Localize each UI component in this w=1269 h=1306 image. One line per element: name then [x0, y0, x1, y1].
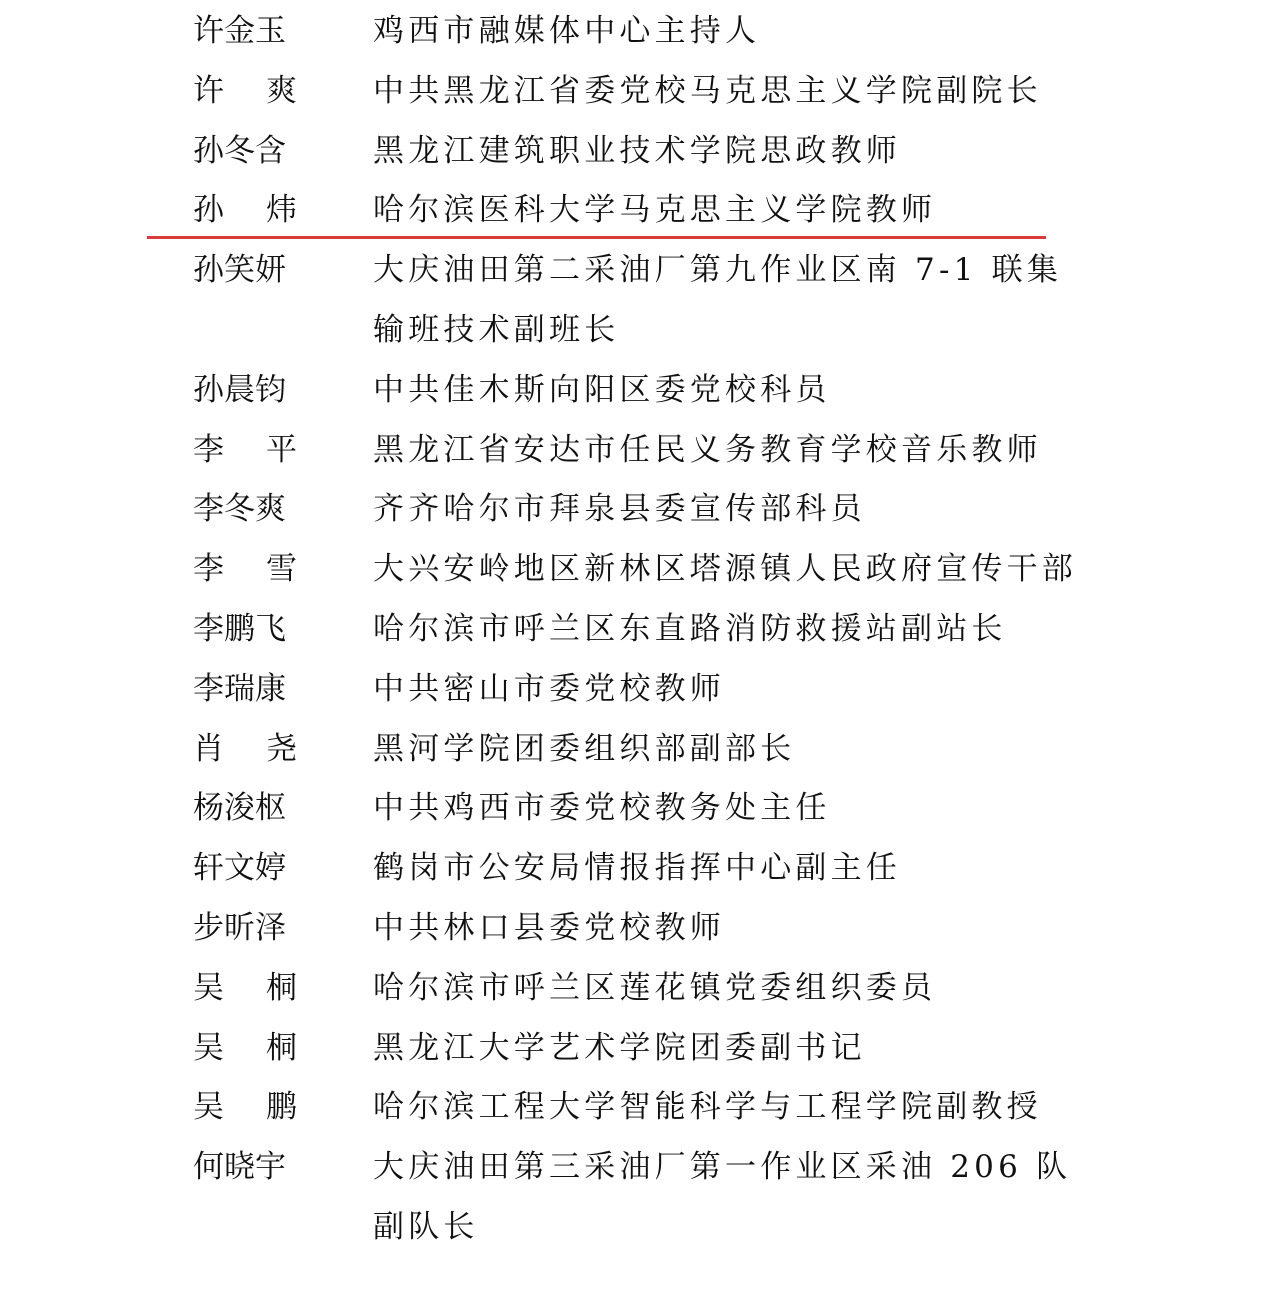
person-name	[193, 959, 297, 1019]
person-title: 鸡西市融媒体中心主持人	[373, 13, 761, 49]
name-char: 爽	[266, 72, 297, 109]
person-title: 大庆油田第三采油厂第一作业区采油 206 队副队长	[373, 1149, 1072, 1245]
person-name	[193, 540, 297, 600]
person-title: 哈尔滨市呼兰区莲花镇党委组织委员	[373, 969, 937, 1006]
list-item	[0, 839, 1269, 899]
person-name: 李鹏飞	[193, 610, 286, 647]
person-title: 黑龙江建筑职业技术学院思政教师	[373, 132, 901, 169]
list-item	[0, 361, 1269, 421]
list-item	[0, 540, 1269, 600]
red-divider-line	[147, 236, 1046, 239]
name-char: 吴	[193, 969, 224, 1006]
list-item	[0, 720, 1269, 780]
person-name	[193, 421, 297, 481]
name-char: 桐	[266, 969, 297, 1006]
person-name: 杨浚枢	[193, 790, 286, 827]
person-name	[193, 720, 297, 780]
list-item	[0, 122, 1269, 182]
name-char: 肖	[193, 730, 224, 767]
person-title: 大兴安岭地区新林区塔源镇人民政府宣传干部	[373, 551, 1077, 588]
list-item	[0, 1019, 1269, 1079]
person-name: 李瑞康	[193, 670, 286, 707]
list-item	[0, 899, 1269, 959]
person-title: 齐齐哈尔市拜泉县委宣传部科员	[373, 491, 866, 528]
list-item	[0, 600, 1269, 660]
person-title: 黑河学院团委组织部副部长	[373, 730, 796, 767]
person-title: 黑龙江省安达市任民义务教育学校音乐教师	[373, 431, 1042, 468]
list-item	[0, 241, 1269, 361]
name-char: 鹏	[266, 1089, 297, 1126]
list-item	[0, 181, 1269, 241]
person-name	[193, 181, 297, 241]
person-name: 孙笑妍	[193, 252, 286, 289]
name-char: 许	[193, 72, 224, 109]
list-item	[0, 421, 1269, 481]
person-name: 孙冬含	[193, 132, 286, 169]
list-item	[0, 959, 1269, 1019]
name-char: 孙	[193, 192, 224, 229]
person-title: 大庆油田第二采油厂第九作业区南 7-1 联集输班技术副班长	[373, 252, 1063, 348]
person-title: 中共密山市委党校教师	[373, 670, 725, 707]
person-title: 哈尔滨医科大学马克思主义学院教师	[373, 192, 937, 229]
name-char: 李	[193, 551, 224, 588]
list-item	[0, 2, 1269, 62]
list-item	[0, 660, 1269, 720]
person-title: 哈尔滨市呼兰区东直路消防救援站副站长	[373, 610, 1007, 647]
person-title: 黑龙江大学艺术学院团委副书记	[373, 1029, 866, 1066]
name-char: 李	[193, 431, 224, 468]
person-title: 中共林口县委党校教师	[373, 909, 725, 946]
list-item	[0, 1138, 1269, 1258]
person-name: 轩文婷	[193, 850, 286, 887]
person-name: 步昕泽	[193, 909, 286, 946]
list-item	[0, 1078, 1269, 1138]
person-name	[193, 1019, 297, 1079]
name-char: 平	[266, 431, 297, 468]
person-name	[193, 62, 297, 122]
person-title: 中共黑龙江省委党校马克思主义学院副院长	[373, 72, 1042, 109]
person-title: 鹤岗市公安局情报指挥中心副主任	[373, 850, 901, 887]
name-char: 桐	[266, 1029, 297, 1066]
name-char: 炜	[266, 192, 297, 229]
person-name: 许金玉	[193, 13, 286, 49]
person-name: 李冬爽	[193, 491, 286, 528]
roster-list	[0, 2, 1269, 1258]
name-char: 吴	[193, 1089, 224, 1126]
name-char: 吴	[193, 1029, 224, 1066]
person-name: 孙晨钧	[193, 371, 286, 408]
person-name	[193, 1078, 297, 1138]
name-char: 雪	[266, 551, 297, 588]
list-item	[0, 62, 1269, 122]
name-char: 尧	[266, 730, 297, 767]
person-title: 中共鸡西市委党校教务处主任	[373, 790, 831, 827]
person-name: 何晓宇	[193, 1149, 286, 1186]
list-item	[0, 480, 1269, 540]
person-title: 哈尔滨工程大学智能科学与工程学院副教授	[373, 1089, 1042, 1126]
list-item	[0, 779, 1269, 839]
person-title: 中共佳木斯向阳区委党校科员	[373, 371, 831, 408]
